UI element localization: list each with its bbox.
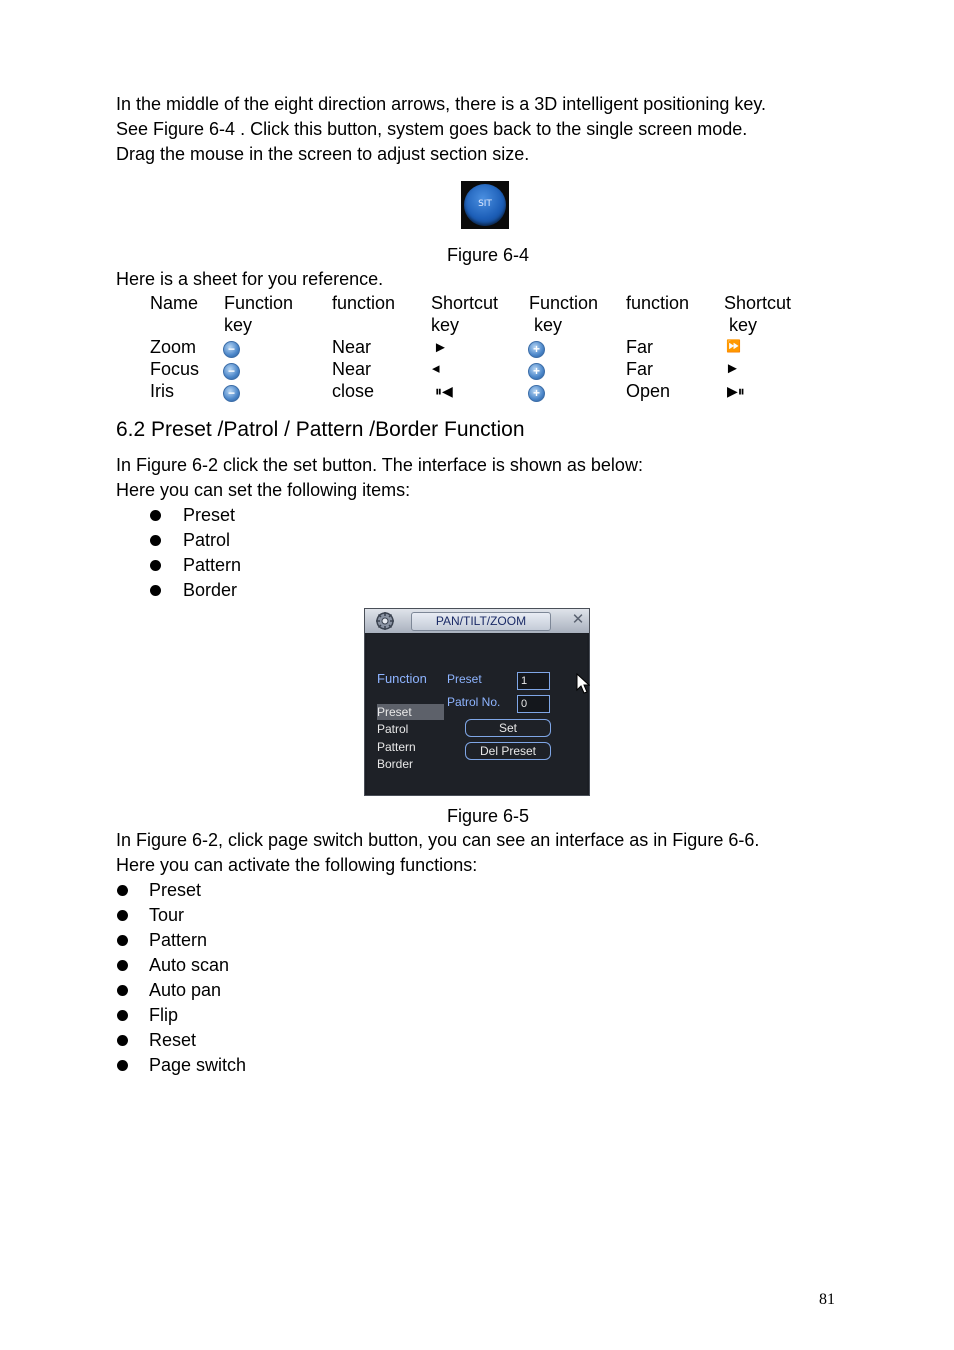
functions-list — [116, 878, 246, 1078]
ptz-menu-item-preset[interactable]: Preset — [377, 705, 412, 719]
section-paragraph — [116, 453, 643, 503]
header-shortcut-key: Shortcut — [431, 293, 499, 313]
ptz-menu-item-pattern[interactable]: Pattern — [377, 740, 416, 754]
list-item: Flip — [116, 1003, 246, 1028]
iris-plus-icon: + — [528, 385, 545, 402]
header-function-key-2: key — [224, 315, 253, 335]
header-function-key: Function — [224, 293, 294, 313]
zoom-far-shortcut-icon: ⏩ — [726, 339, 741, 353]
intro-paragraph — [116, 92, 766, 167]
list-item: Auto pan — [116, 978, 246, 1003]
zoom-minus-icon: − — [223, 341, 240, 358]
ptz-body — [367, 634, 587, 794]
list-item: Preset — [150, 503, 241, 528]
set-button[interactable]: Set — [465, 719, 551, 737]
zoom-near-shortcut-icon: ► — [433, 339, 448, 356]
row-name-zoom: Zoom — [150, 337, 197, 357]
section-heading: 6.2 Preset /Patrol / Pattern /Border Function — [116, 418, 525, 441]
list-item: Pattern — [150, 553, 241, 578]
figure-6-5-caption: Figure 6-5 — [447, 806, 530, 826]
list-item: Page switch — [116, 1053, 246, 1078]
focus-minus-icon: − — [223, 363, 240, 380]
list-item: Patrol — [150, 528, 241, 553]
list-item: Preset — [116, 878, 246, 903]
ptz-menu-item-patrol[interactable]: Patrol — [377, 722, 409, 736]
focus-far-label: Far — [626, 359, 653, 379]
header-shortcut-key-2: key — [431, 315, 460, 335]
iris-far-shortcut-icon: ▶⏸ — [727, 383, 745, 399]
row-name-focus: Focus — [150, 359, 200, 379]
focus-plus-icon: + — [528, 363, 545, 380]
zoom-near-label: Near — [332, 337, 372, 357]
preset-field[interactable]: 1 — [517, 672, 550, 690]
patrol-no-field-label: Patrol No. — [447, 695, 501, 709]
iris-near-shortcut-icon: ⏸◀ — [435, 383, 453, 399]
ptz-panel — [364, 608, 590, 796]
patrol-no-field[interactable]: 0 — [517, 695, 550, 713]
sit-button-label: SIT — [478, 199, 492, 209]
iris-far-label: Open — [626, 381, 671, 401]
focus-far-shortcut-icon: ► — [725, 360, 740, 377]
header-name: Name — [150, 293, 199, 313]
section-line: Here you can set the following items: — [116, 480, 411, 500]
row-name-iris: Iris — [150, 381, 174, 401]
page-switch-line: Here you can activate the following functions: — [116, 855, 478, 875]
ptz-menu-header: Function — [377, 671, 427, 686]
header-shortcut-key-far: Shortcut — [724, 293, 792, 313]
focus-near-shortcut-icon: ◂ — [432, 360, 440, 377]
list-item: Pattern — [116, 928, 246, 953]
mouse-cursor-icon — [576, 673, 590, 695]
set-items-list — [150, 503, 241, 603]
intro-line: Drag the mouse in the screen to adjust section size. — [116, 144, 530, 164]
header-function: function — [332, 293, 396, 313]
list-item: Border — [150, 578, 241, 603]
header-shortcut-key-far-2: key — [729, 315, 758, 335]
focus-near-label: Near — [332, 359, 372, 379]
iris-minus-icon: − — [223, 385, 240, 402]
iris-near-label: close — [332, 381, 375, 401]
list-item: Reset — [116, 1028, 246, 1053]
page-switch-paragraph — [116, 828, 759, 878]
ptz-settings-icon — [375, 611, 395, 631]
header-function-key-far-2: key — [534, 315, 563, 335]
ptz-menu-item-border[interactable]: Border — [377, 757, 414, 771]
zoom-plus-icon: + — [528, 341, 545, 358]
sheet-intro: Here is a sheet for you reference. — [116, 269, 384, 289]
del-preset-button[interactable]: Del Preset — [465, 742, 551, 760]
page-number: 81 — [819, 1291, 835, 1308]
ptz-title-bar — [365, 609, 589, 633]
zoom-far-label: Far — [626, 337, 653, 357]
intro-line: See Figure 6-4 . Click this button, system goes back to the single screen mode. — [116, 119, 748, 139]
close-icon[interactable]: ✕ — [571, 611, 585, 628]
section-line: In Figure 6-2 click the set button. The interface is shown as below: — [116, 455, 643, 475]
header-function-key-far: Function — [529, 293, 599, 313]
page-switch-line: In Figure 6-2, click page switch button, you can see an interface as in Figure 6-6. — [116, 830, 760, 850]
ptz-title: PAN/TILT/ZOOM — [411, 612, 551, 631]
intro-line: In the middle of the eight direction arrows, there is a 3D intelligent positioning key. — [116, 94, 767, 114]
list-item: Tour — [116, 903, 246, 928]
sit-3d-positioning-button[interactable] — [461, 181, 509, 229]
figure-6-4-caption: Figure 6-4 — [447, 245, 530, 265]
header-function-far: function — [626, 293, 690, 313]
preset-field-label: Preset — [447, 672, 482, 686]
list-item: Auto scan — [116, 953, 246, 978]
